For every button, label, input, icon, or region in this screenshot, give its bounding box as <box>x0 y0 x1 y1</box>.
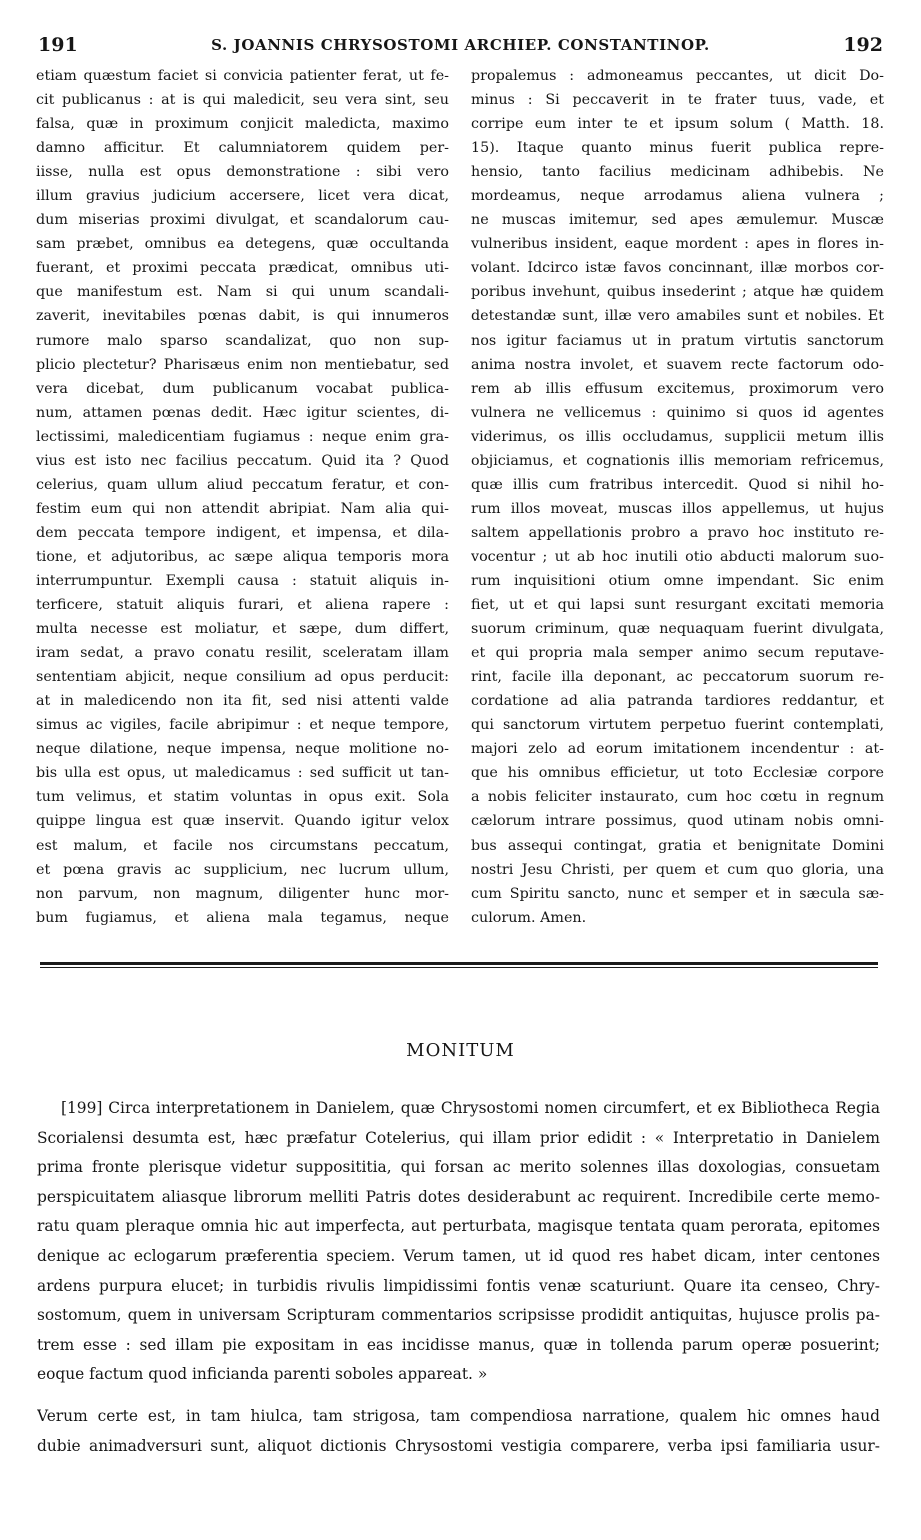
page-number-left: 191 <box>38 34 78 56</box>
text-line: cit publicanus : at is qui maledicit, seu vera sint, seu <box>36 92 449 109</box>
text-line: propalemus : admoneamus peccantes, ut dicit Do- <box>471 68 884 84</box>
text-line: sententiam abjicit, neque consilium ad opus perducit: <box>36 669 449 686</box>
section-title: MONITUM <box>406 1040 515 1061</box>
text-line: celerius, quam ullum aliud peccatum feratur, et con- <box>36 476 449 493</box>
text-line: simus ac vigiles, facile abripimur : et neque tempore, <box>36 717 449 734</box>
text-line: detestandæ sunt, illæ vero amabiles sunt et nobiles. Et <box>471 308 884 325</box>
text-line: dum miserias proximi divulgat, et scandalorum cau- <box>36 212 449 229</box>
text-line: Verum certe est, in tam hiulca, tam strigosa, tam compendiosa narratione, qualem hic omnes haud <box>37 1407 880 1425</box>
text-line: perspicuitatem aliasque librorum melliti Patris dotes desiderabunt ac requirent. Incredibile certe memo- <box>37 1187 880 1206</box>
text-line: sostomum, quem in universam Scripturam commentarios scripsisse prodidit antiquitas, hujusce prolis pa- <box>37 1306 880 1325</box>
text-line: festim eum qui non attendit abripiat. Nam alia qui- <box>36 500 449 517</box>
text-line: anima nostra involet, et suavem recte factorum odo- <box>471 356 884 373</box>
text-line: iram sedat, a pravo conatu resilit, sceleratam illam <box>36 645 449 662</box>
text-line: tum velimus, et statim voluntas in opus exit. Sola <box>36 789 449 806</box>
running-header <box>38 34 883 58</box>
text-line: que manifestum est. Nam si qui unum scandali- <box>36 284 449 301</box>
text-line: at in maledicendo non ita fit, sed nisi attenti valde <box>36 693 449 710</box>
monitum-second-paragraph <box>37 1402 880 1461</box>
text-line: lectissimi, maledicentiam fugiamus : neque enim gra- <box>36 428 449 445</box>
text-line: majori zelo ad eorum imitationem incendentur : at- <box>471 741 884 758</box>
page-number-right: 192 <box>843 34 883 56</box>
text-line: multa necesse est moliatur, et sæpe, dum differt, <box>36 621 449 638</box>
text-line: [199] Circa interpretationem in Danielem, quæ Chrysostomi nomen circumfert, et ex Bibliotheca Regia <box>61 1099 880 1117</box>
text-line: rem ab illis effusum excitemus, proximorum vero <box>471 380 884 397</box>
text-line: neque dilatione, neque impensa, neque molitione no- <box>36 741 449 758</box>
text-line: viderimus, os illis occludamus, supplicii metum illis <box>471 428 884 445</box>
text-line: fuerant, et proximi peccata prædicat, omnibus uti- <box>36 260 449 277</box>
text-line: 15). Itaque quanto minus fuerit publica repre- <box>471 140 884 157</box>
text-line: sam præbet, omnibus ea detegens, quæ occultanda <box>36 236 449 253</box>
text-line: saltem appellationis probro a pravo hoc instituto re- <box>471 524 884 541</box>
text-line: vulneribus insident, eaque mordent : apes in flores in- <box>471 236 884 253</box>
text-line: mordeamus, neque arrodamus aliena vulnera ; <box>471 188 884 205</box>
text-line: et pœna gravis ac supplicium, nec lucrum ullum, <box>36 861 449 878</box>
text-line: hensio, tanto facilius medicinam adhibebis. Ne <box>471 164 884 181</box>
text-line: terficere, statuit aliquis furari, et aliena rapere : <box>36 597 449 614</box>
text-line: damno afficitur. Et calumniatorem quidem per- <box>36 140 449 157</box>
text-line: rumore malo sparso scandalizat, quo non sup- <box>36 332 449 349</box>
section-divider-thin <box>40 967 878 968</box>
text-line: denique ac eclogarum præferentia speciem. Verum tamen, ut id quod res habet dicam, inter centones <box>37 1246 880 1265</box>
left-column <box>36 64 449 930</box>
section-divider <box>40 962 878 965</box>
text-line: etiam quæstum faciet si convicia patienter ferat, ut fe- <box>36 68 449 84</box>
monitum-paragraph <box>37 1094 880 1390</box>
text-line: plicio plectetur? Pharisæus enim non mentiebatur, sed <box>36 356 449 373</box>
text-line: bis ulla est opus, ut maledicamus : sed sufficit ut tan- <box>36 765 449 782</box>
text-line: a nobis feliciter instaurato, cum hoc cœtu in regnum <box>471 789 884 806</box>
text-line: eoque factum quod inficianda parenti soboles appareat. » <box>37 1365 488 1384</box>
text-line: bum fugiamus, et aliena mala tegamus, neque <box>36 909 449 926</box>
text-line: rum inquisitioni otium omne impendant. Sic enim <box>471 572 884 589</box>
text-line: et qui propria mala semper animo secum reputave- <box>471 645 884 662</box>
right-column <box>471 64 884 930</box>
text-line: num, attamen pœnas dedit. Hæc igitur scientes, di- <box>36 404 449 421</box>
text-line: qui sanctorum virtutem perpetuo fuerint contemplati, <box>471 717 884 734</box>
text-line: cum Spiritu sancto, nunc et semper et in sæcula sæ- <box>471 885 884 902</box>
text-line: minus : Si peccaverit in te frater tuus, vade, et <box>471 92 884 109</box>
text-line: Scorialensi desumta est, hæc præfatur Cotelerius, qui illam prior edidit : « Interpretatio in Danielem <box>37 1128 880 1147</box>
text-line: vius est isto nec facilius peccatum. Quid ita ? Quod <box>36 452 449 469</box>
text-line: illum gravius judicium accersere, licet vera dicat, <box>36 188 449 205</box>
text-line: zaverit, inevitabiles pœnas dabit, is qui innumeros <box>36 308 449 325</box>
text-line: culorum. Amen. <box>471 909 587 926</box>
running-title: S. JOANNIS CHRYSOSTOMI ARCHIEP. CONSTANTINOP. <box>211 36 710 54</box>
text-line: interrumpuntur. Exempli causa : statuit aliquis in- <box>36 572 449 589</box>
text-line: cordatione ad alia patranda tardiores reddantur, et <box>471 693 884 710</box>
text-line: iisse, nulla est opus demonstratione : sibi vero <box>36 164 449 181</box>
text-line: rint, facile illa deponant, ac peccatorum suorum re- <box>471 669 884 686</box>
text-line: quippe lingua est quæ inservit. Quando igitur velox <box>36 813 449 830</box>
text-line: vera dicebat, dum publicanum vocabat publica- <box>36 380 449 397</box>
text-line: fiet, ut et qui lapsi sunt resurgant excitati memoria <box>471 597 884 614</box>
text-line: nos igitur faciamus ut in pratum virtutis sanctorum <box>471 332 884 349</box>
text-line: trem esse : sed illam pie expositam in eas incidisse manus, quæ in tollenda parum operæ posuerint; <box>37 1335 880 1354</box>
text-line: vulnera ne vellicemus : quinimo si quos id agentes <box>471 404 884 421</box>
text-line: tione, et adjutoribus, ac sæpe aliqua temporis mora <box>36 548 449 565</box>
text-line: dem peccata tempore indigent, et impensa, et dila- <box>36 524 449 541</box>
text-line: volant. Idcirco istæ favos concinnant, illæ morbos cor- <box>471 260 884 277</box>
text-line: vocentur ; ut ab hoc inutili otio abducti malorum suo- <box>471 548 884 565</box>
text-line: objiciamus, et cognationis illis memoriam refricemus, <box>471 452 884 469</box>
text-line: cælorum intrare possimus, quod utinam nobis omni- <box>471 813 884 830</box>
text-line: dubie animadversuri sunt, aliquot dictionis Chrysostomi vestigia comparere, verba ipsi familiaria usur- <box>37 1436 880 1455</box>
text-line: que his omnibus efficietur, ut toto Ecclesiæ corpore <box>471 765 884 782</box>
text-line: ne muscas imitemur, sed apes æmulemur. Muscæ <box>471 212 884 229</box>
text-line: ardens purpura elucet; in turbidis rivulis limpidissimi fontis venæ scaturiunt. Quare ita censeo, Chry- <box>37 1276 880 1295</box>
text-line: suorum criminum, quæ nequaquam fuerint divulgata, <box>471 621 884 638</box>
text-line: nostri Jesu Christi, per quem et cum quo gloria, una <box>471 861 884 878</box>
text-line: bus assequi contingat, gratia et benignitate Domini <box>471 837 884 854</box>
text-line: corripe eum inter te et ipsum solum ( Matth. 18. <box>471 116 884 133</box>
text-line: rum illos moveat, muscas illos appellemus, ut hujus <box>471 500 884 517</box>
text-line: quæ illis cum fratribus intercedit. Quod si nihil ho- <box>471 476 884 493</box>
text-line: ratu quam pleraque omnia hic aut imperfecta, aut perturbata, magisque tentata quam perorata, epitomes <box>37 1217 880 1236</box>
text-line: prima fronte plerisque videtur supposititia, qui forsan ac merito solennes illas doxologias, consuetam <box>37 1158 880 1177</box>
text-line: poribus invehunt, quibus insederint ; atque hæ quidem <box>471 284 884 301</box>
text-line: est malum, et facile nos circumstans peccatum, <box>36 837 449 854</box>
text-line: falsa, quæ in proximum conjicit maledicta, maximo <box>36 116 449 133</box>
text-line: non parvum, non magnum, diligenter hunc mor- <box>36 885 449 902</box>
